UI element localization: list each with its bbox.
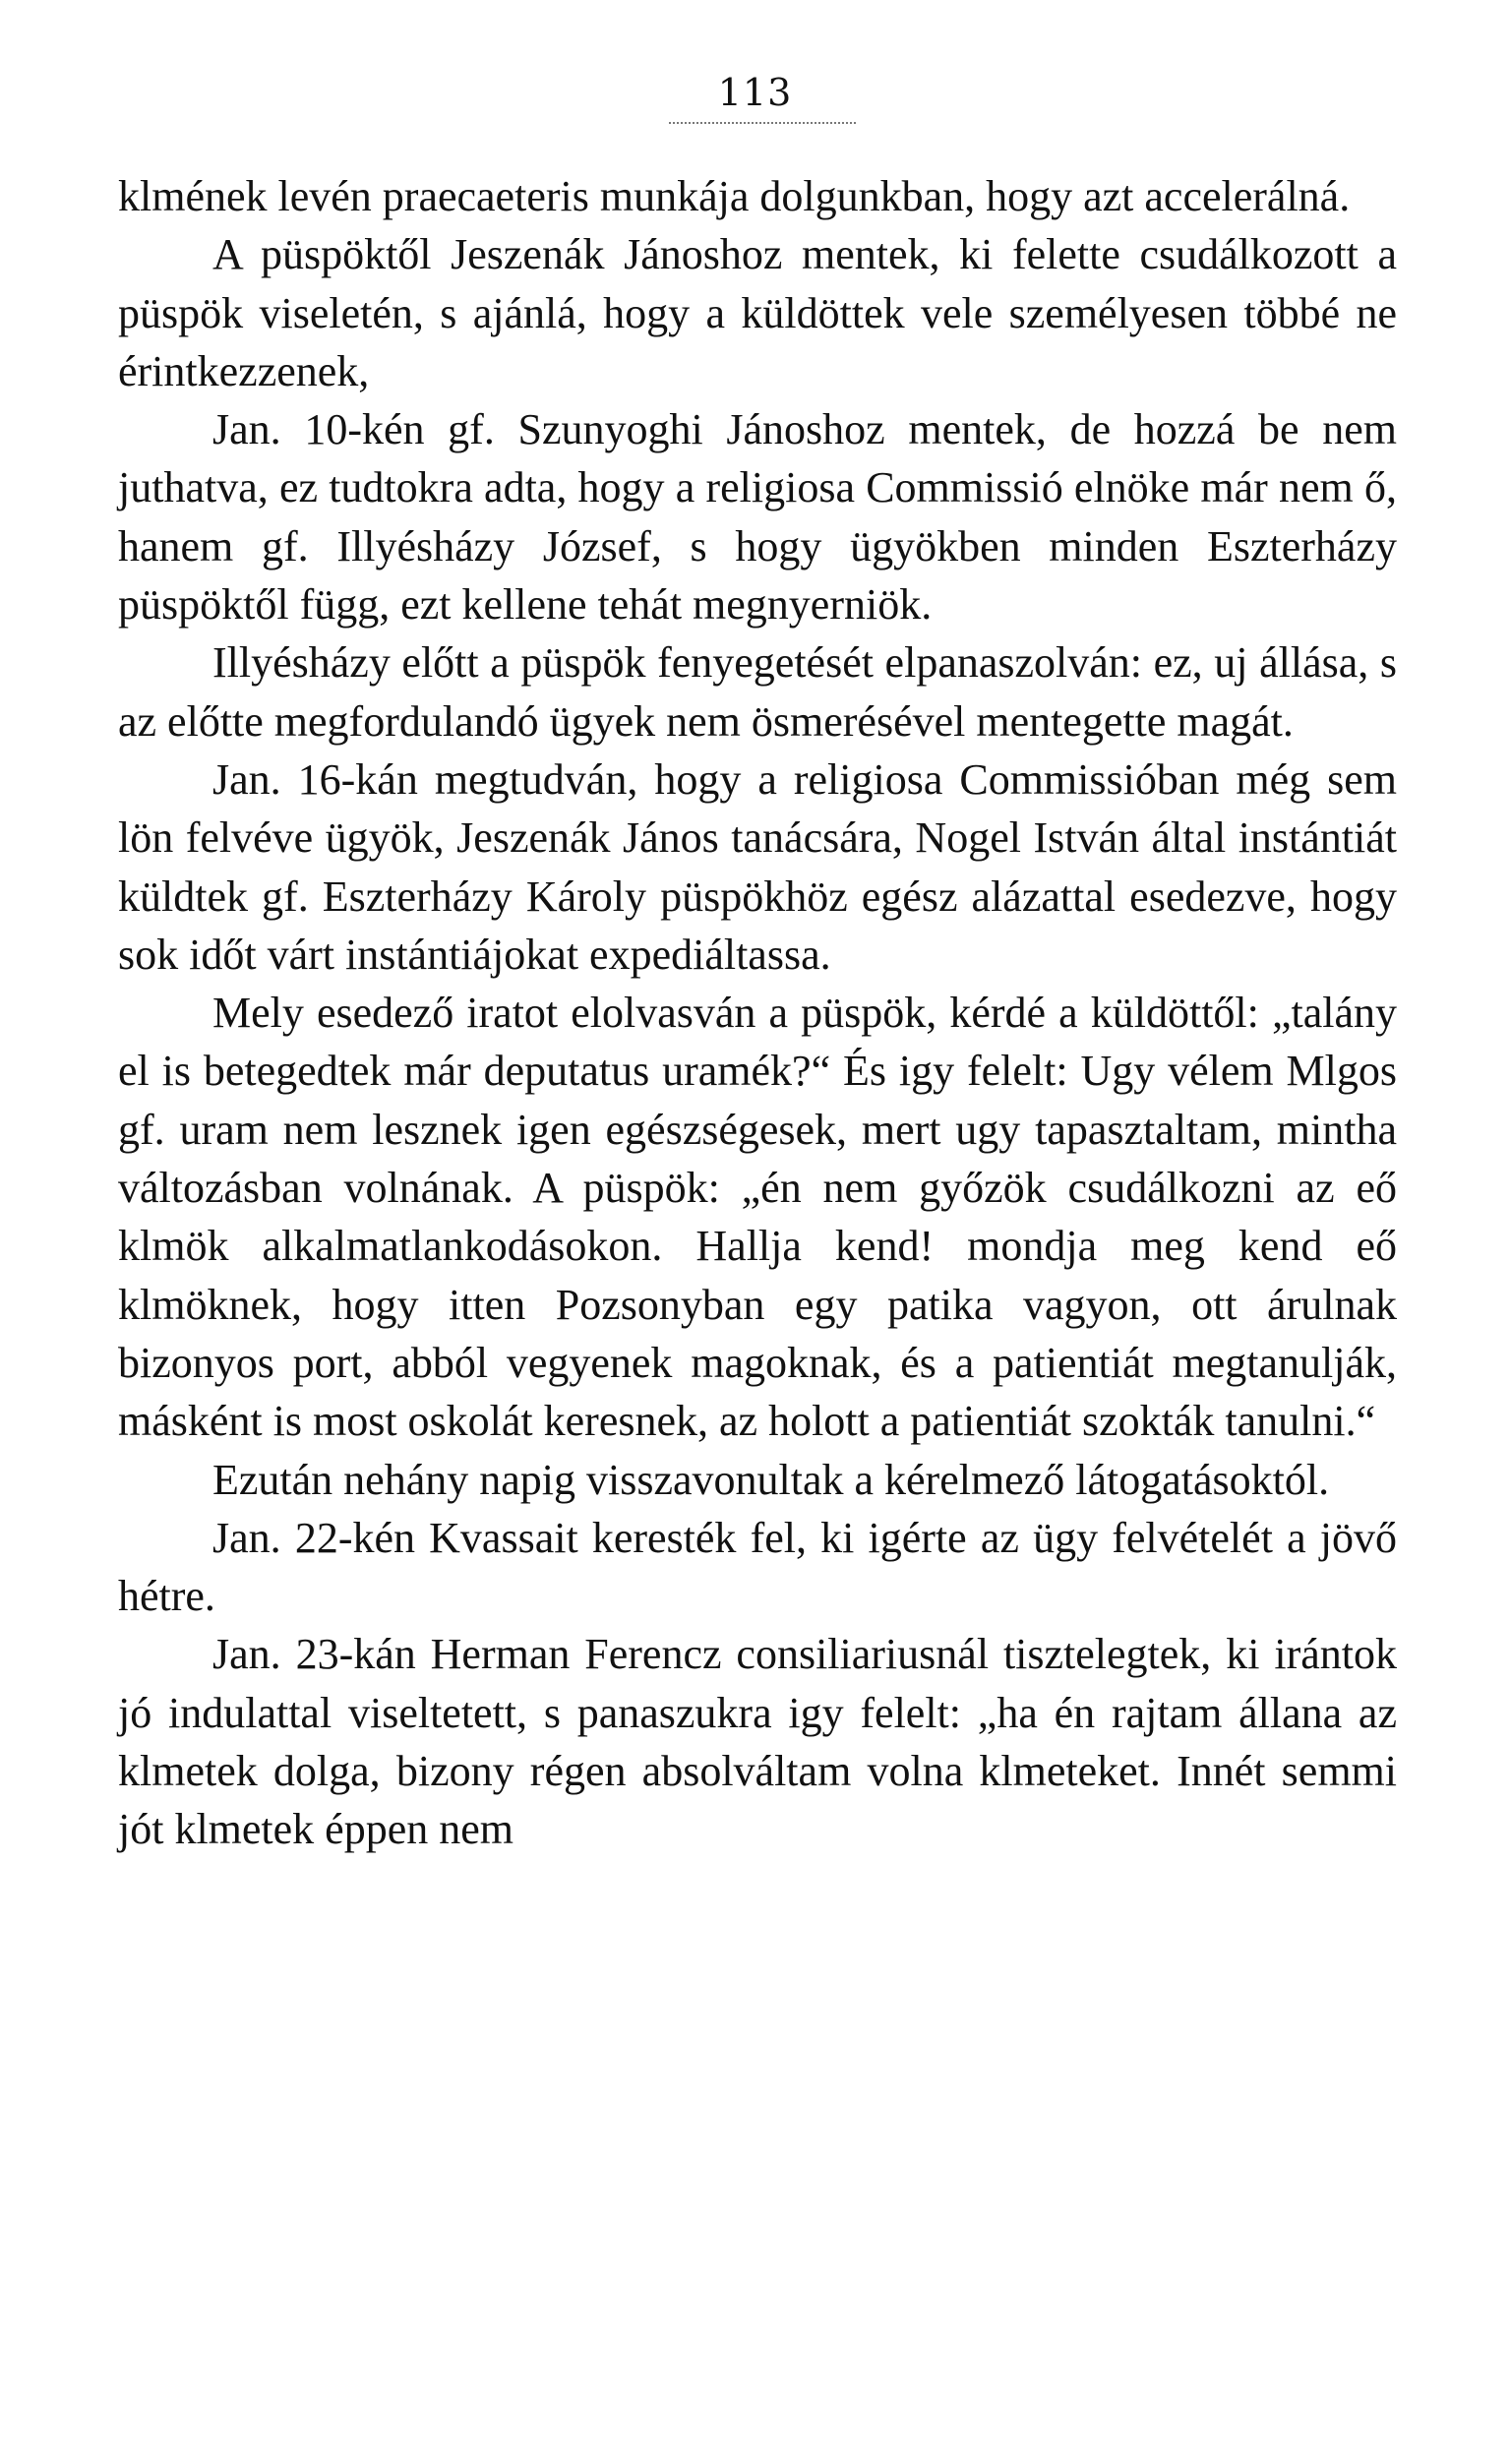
paragraph: A püspöktől Jeszenák Jánoshoz mentek, ki felette csudálkozott a püspök viseletén, s ajánlá, hogy a küldöttek vele személyesen többé ne érintkezzenek, xyxy=(118,230,1397,395)
page-number-ornament xyxy=(669,122,856,124)
page-number: 113 xyxy=(717,71,793,114)
body-text xyxy=(118,167,1397,1859)
paragraph: Jan. 10-kén gf. Szunyoghi Jánoshoz mentek, de hozzá be nem juthatva, ez tudtokra adta, hogy a religiosa Commissió elnöke már nem ő, hanem gf. Illyésházy József, s hogy ügyökben minden Eszterházy püspöktől függ, ezt kellene tehát megnyerniök. xyxy=(118,405,1397,630)
paragraph: Jan. 23-kán Herman Ferencz consiliariusnál tisztelegtek, ki irántok jó indulattal viseltetett, s panaszukra igy felelt: „ha én rajtam állana az klmetek dolga, bizony régen absolváltam volna klmeteket. Innét semmi jót klmetek éppen nem xyxy=(118,1630,1397,1854)
paragraph: Illyésházy előtt a püspök fenyegetését elpanaszolván: ez, uj állása, s az előtte megfordulandó ügyek nem ösmerésével mentegette magát. xyxy=(118,638,1397,746)
paragraph: Jan. 16-kán megtudván, hogy a religiosa Commissióban még sem lön felvéve ügyök, Jeszenák János tanácsára, Nogel István által instántiát küldtek gf. Eszterházy Károly püspökhöz egész alázattal esedezve, hogy sok időt várt instántiájokat expediáltassa. xyxy=(118,754,1397,979)
paragraph: Jan. 22-kén Kvassait keresték fel, ki igérte az ügy felvételét a jövő hétre. xyxy=(118,1513,1397,1621)
paragraph: klmének levén praecaeteris munkája dolgunkban, hogy azt accelerálná. xyxy=(118,172,1351,220)
paragraph: Ezután nehány napig visszavonultak a kérelmező látogatásoktól. xyxy=(212,1455,1330,1504)
paragraph: Mely esedező iratot elolvasván a püspök, kérdé a küldöttől: „talány el is betegedtek már deputatus uramék?“ És igy felelt: Ugy vélem Mlgos gf. uram nem lesznek igen egészségesek, mert ugy tapasztaltam, mintha változásban volnának. A püspök: „én nem győzök csudálkozni az eő klmök alkalmatlankodásokon. Hallja kend! mondja meg kend eő klmöknek, hogy itten Pozsonyban egy patika vagyon, ott árulnak bizonyos port, abból vegyenek magoknak, és a patientiát megtanulják, másként is most oskolát keresnek, az holott a patientiát szokták tanulni.“ xyxy=(118,989,1397,1446)
